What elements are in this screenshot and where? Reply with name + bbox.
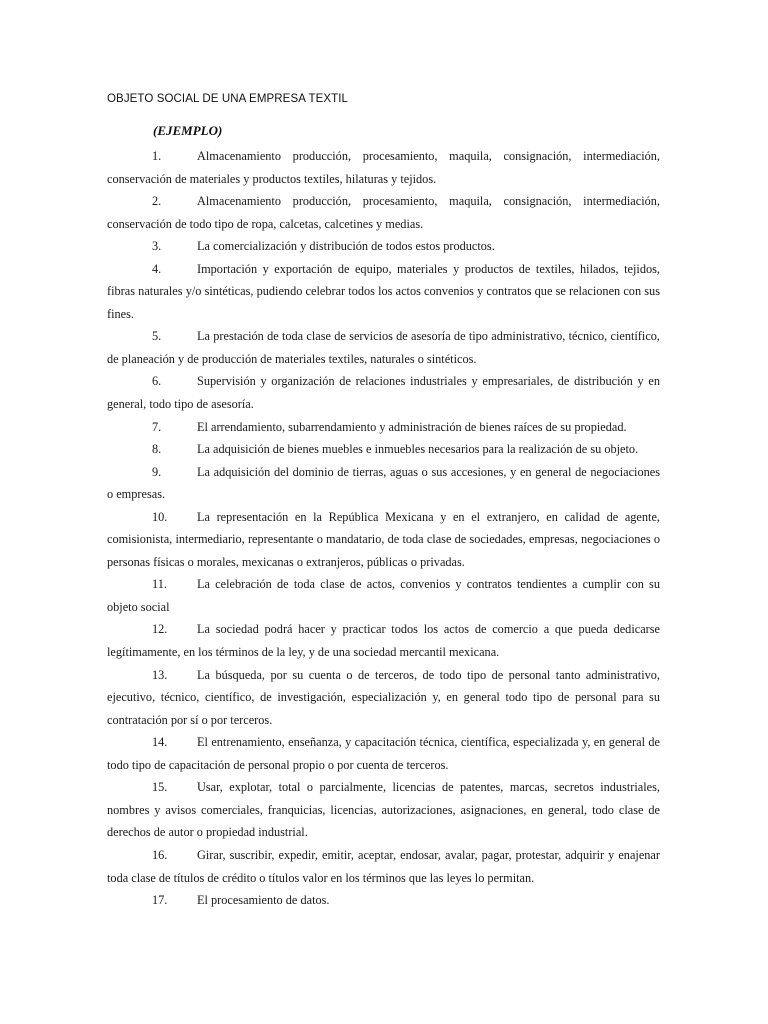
- list-item: [107, 664, 660, 732]
- list-item-number: 8.: [152, 442, 162, 457]
- list-item-text: La adquisición de bienes muebles e inmuebles necesarios para la realización de su objeto.: [197, 442, 639, 457]
- list-item-number: 7.: [152, 419, 162, 434]
- list-item: [107, 438, 660, 461]
- list-item-text: El arrendamiento, subarrendamiento y administración de bienes raíces de su propiedad.: [197, 419, 627, 434]
- list-item-text: Supervisión y organización de relaciones industriales y empresariales, de distribución y en general, todo tipo de asesoría.: [107, 374, 660, 412]
- numbered-list: [107, 145, 660, 912]
- list-item-number: 3.: [152, 239, 162, 254]
- list-item: [107, 190, 660, 235]
- list-item-number: 17.: [152, 893, 168, 908]
- list-item: [107, 258, 660, 326]
- list-item-text: La prestación de toda clase de servicios de asesoría de tipo administrativo, técnico, científico, de planeación y de producción de materiales textiles, naturales o sintéticos.: [107, 329, 660, 366]
- list-item-text: Importación y exportación de equipo, materiales y productos de textiles, hilados, tejidos, fibras naturales y/o sintéticas, pudiendo celebrar todos los actos convenios y contratos que se relacionen con sus fines.: [107, 261, 660, 321]
- document-title: OBJETO SOCIAL DE UNA EMPRESA TEXTIL: [107, 93, 349, 105]
- list-item: [107, 889, 660, 912]
- list-item-text: La representación en la República Mexicana y en el extranjero, en calidad de agente, comisionista, intermediario, representante o mandatario, de toda clase de sociedades, empresas, negociaciones o personas físicas o morales, mexicanas o extranjeros, públicas o privadas.: [107, 509, 660, 569]
- list-item-text: La comercialización y distribución de todos estos productos.: [197, 239, 495, 254]
- list-item: [107, 461, 660, 506]
- list-item: [107, 618, 660, 663]
- list-item-number: 15.: [152, 780, 168, 795]
- list-item-number: 11.: [152, 577, 167, 592]
- list-item-text: Almacenamiento producción, procesamiento, maquila, consignación, intermediación, conservación de todo tipo de ropa, calcetas, calcetines y medias.: [107, 194, 660, 231]
- list-item-text: Almacenamiento producción, procesamiento, maquila, consignación, intermediación, conservación de materiales y productos textiles, hilaturas y tejidos.: [107, 149, 660, 186]
- list-item-text: Girar, suscribir, expedir, emitir, aceptar, endosar, avalar, pagar, protestar, adquirir y enajenar toda clase de títulos de crédito o títulos valor en los términos que las leyes lo permitan.: [107, 847, 660, 885]
- list-item: [107, 844, 660, 889]
- list-item: [107, 145, 660, 190]
- document-subtitle: (EJEMPLO): [153, 123, 223, 138]
- list-item: [107, 235, 660, 258]
- list-item-number: 10.: [152, 509, 168, 524]
- list-item-number: 5.: [152, 329, 162, 344]
- list-item-number: 9.: [152, 464, 162, 479]
- list-item-number: 14.: [152, 735, 168, 750]
- list-item-number: 12.: [152, 622, 168, 637]
- list-item: [107, 731, 660, 776]
- list-item-text: La adquisición del dominio de tierras, aguas o sus accesiones, y en general de negociaciones o empresas.: [107, 464, 660, 502]
- list-item-text: Usar, explotar, total o parcialmente, licencias de patentes, marcas, secretos industriales, nombres y avisos comerciales, franquicias, licencias, autorizaciones, asignaciones, en general, todo clase de derechos de autor o propiedad industrial.: [107, 780, 660, 840]
- list-item: [107, 370, 660, 415]
- list-item-text: La celebración de toda clase de actos, convenios y contratos tendientes a cumplir con su objeto social: [107, 577, 660, 614]
- list-item: [107, 416, 660, 439]
- list-item-number: 16.: [152, 847, 168, 862]
- list-item-text: La sociedad podrá hacer y practicar todos los actos de comercio a que pueda dedicarse legítimamente, en los términos de la ley, y de una sociedad mercantil mexicana.: [107, 622, 660, 660]
- list-item-text: La búsqueda, por su cuenta o de terceros, de todo tipo de personal tanto administrativo, ejecutivo, técnico, científico, de investigación, especialización y, en general todo tipo de personal para su contratación por sí o por terceros.: [107, 667, 660, 727]
- list-item: [107, 506, 660, 574]
- list-item: [107, 573, 660, 618]
- list-item: [107, 325, 660, 370]
- list-item-number: 2.: [152, 194, 162, 209]
- list-item-number: 13.: [152, 667, 168, 682]
- list-item-text: El procesamiento de datos.: [197, 893, 330, 908]
- list-item-text: El entrenamiento, enseñanza, y capacitación técnica, científica, especializada y, en general de todo tipo de capacitación de personal propio o por cuenta de terceros.: [107, 735, 660, 772]
- list-item-number: 4.: [152, 261, 162, 276]
- list-item-number: 6.: [152, 374, 162, 389]
- list-item-number: 1.: [152, 149, 162, 163]
- list-item: [107, 776, 660, 844]
